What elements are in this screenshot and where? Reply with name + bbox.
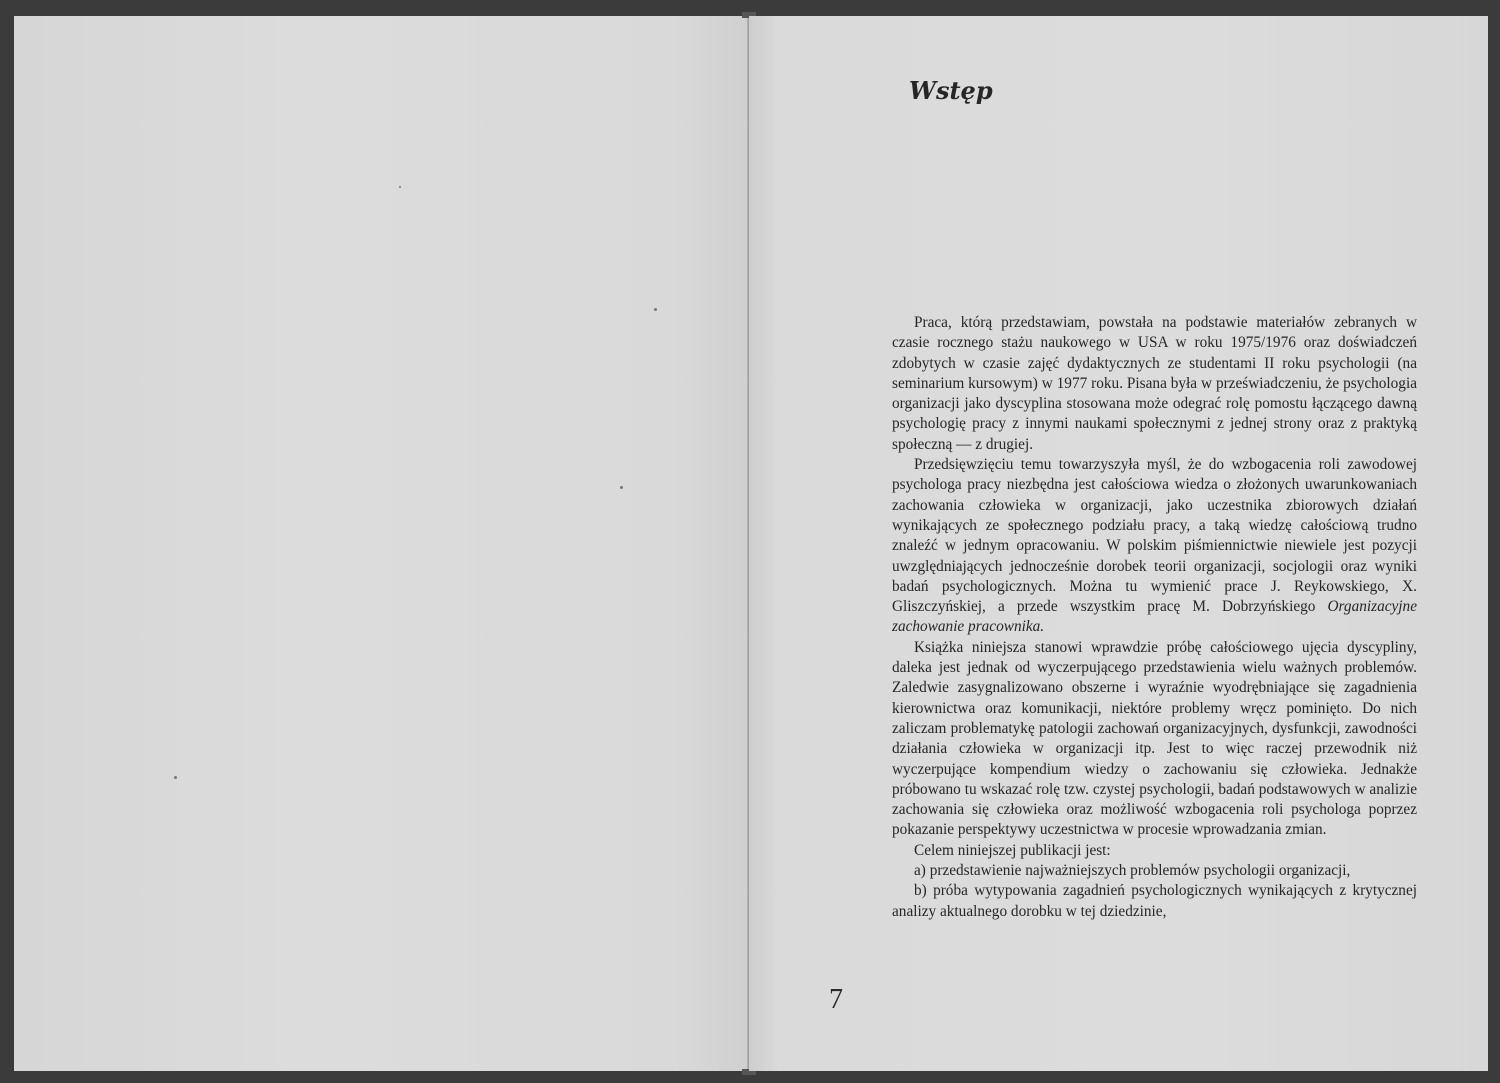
paper-speck <box>654 308 657 311</box>
paper-speck <box>174 776 177 779</box>
right-page <box>749 16 1488 1071</box>
paragraph-text: Przedsięwzięciu temu towarzyszyła myśl, że do wzbogacenia roli zawodowej psychologa pracy niezbędna jest całościowa wiedza o złożonych uwarunkowaniach zachowania człowieka w organizacji, jako uczestnika zbiorowych działań wynikających ze społecznego podziału pracy, a taką wiedzę całościową trudno znaleźć w jednym opracowaniu. W polskim piśmiennictwie niewiele jest pozycji uwzględniających jednocześnie dorobek teorii organizacji, socjologii oraz wyniki badań psychologicznych. Można tu wymienić prace J. Reykowskiego, X. Gliszczyńskiej, a przede wszystkim pracę M. Dobrzyńskiego <box>892 456 1417 616</box>
paragraph: Praca, którą przedstawiam, powstała na podstawie materiałów zebranych w czasie rocznego stażu naukowego w USA w roku 1975/1976 oraz doświadczeń zdobytych w czasie zajęć dydaktycznych ze studentami II roku psychologii (na seminarium kursowym) w 1977 roku. Pisana była w przeświadczeniu, że psychologia organizacji jako dyscyplina stosowana może odegrać rolę pomostu łączącego dawną psychologię pracy z innymi naukami społecznymi z jednej strony oraz z praktyką społeczną — z drugiej. <box>892 314 1417 453</box>
page-number: 7 <box>829 984 843 1015</box>
body-text <box>892 313 1417 922</box>
paragraph: Celem niniejszej publikacji jest: <box>914 841 1111 859</box>
cited-book-title: Organizacyjne zachowanie pracownika. <box>892 598 1417 636</box>
paragraph: Książka niniejsza stanowi wprawdzie próbę całościowego ujęcia dyscypliny, daleka jest jednak od wyczerpującego przedstawienia wielu ważnych problemów. Zaledwie zasygnalizowano obszerne i wyraźnie wyodrębniające się zagadnienia kierownictwa oraz komunikacji, niektóre problemy wręcz pominięto. Do nich zaliczam problematykę patologii zachowań organizacyjnych, dysfunkcji, zawodności działania człowieka w organizacji itp. Jest to więc raczej przewodnik niż wyczerpujące kompendium wiedzy o zachowaniu się człowieka. Jednakże próbowano tu wskazać rolę tzw. czystej psychologii, badań podstawowych w analizie zachowania się człowieka oraz możliwość wzbogacenia roli psychologa poprzez pokazanie perspektywy uczestnictwa w procesie wprowadzania zmian. <box>892 638 1417 839</box>
paper-speck <box>399 186 401 188</box>
paragraph <box>892 455 1417 638</box>
list-item: a) przedstawienie najważniejszych problemów psychologii organizacji, <box>914 862 1351 880</box>
list-item: b) próba wytypowania zagadnień psychologicznych wynikających z krytycznej analizy aktualnego dorobku w tej dziedzinie, <box>892 882 1417 920</box>
chapter-title: Wstęp <box>909 76 993 105</box>
paper-speck <box>620 486 623 489</box>
book-spread <box>14 16 1488 1071</box>
left-page-blank <box>14 16 749 1071</box>
